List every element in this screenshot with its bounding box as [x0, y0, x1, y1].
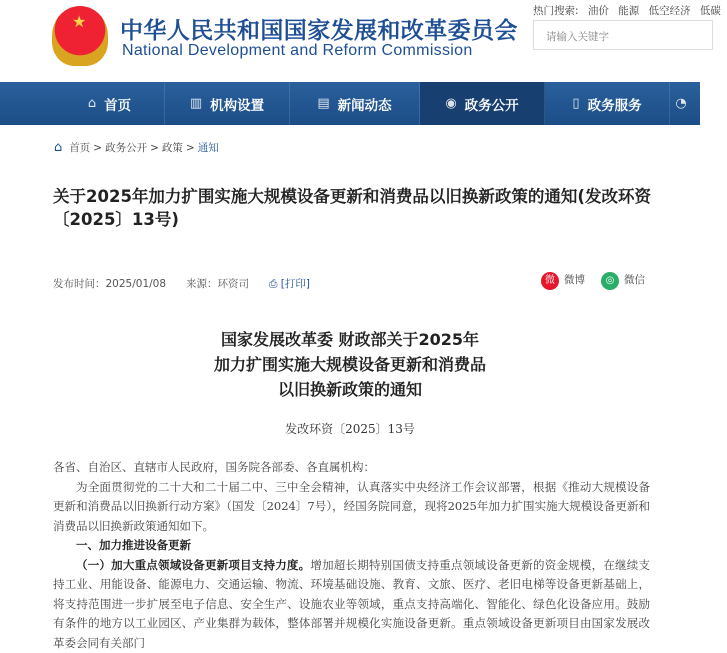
- site-title-en: National Development and Reform Commission: [122, 42, 473, 60]
- breadcrumb-link[interactable]: 政务公开: [105, 140, 147, 155]
- breadcrumb: [54, 140, 219, 155]
- nav-news[interactable]: [290, 82, 420, 125]
- document-body: [53, 458, 650, 653]
- document-title-line: 以旧换新政策的通知: [0, 377, 700, 402]
- share-wechat-button[interactable]: [601, 272, 645, 290]
- article-source: 来源：环资司: [186, 276, 249, 291]
- publish-date: 发布时间：2025/01/08: [53, 276, 166, 291]
- share-label: 微信: [624, 274, 645, 286]
- section-heading: 一、加力推进设备更新: [53, 536, 650, 556]
- intro-paragraph: 为全面贯彻党的二十大和二十届二中、三中全会精神，认真落实中央经济工作会议部署，根据《推动大规模设备更新和消费品以旧换新行动方案》（国发〔2024〕7号），经国务院同意，现将2025年加力扩围实施大规模设备更新和消费品以旧换新政策通知如下。: [53, 478, 650, 537]
- home-icon: ⌂: [88, 96, 96, 111]
- share-bar: [541, 272, 645, 290]
- nav-home[interactable]: [0, 82, 165, 125]
- document-title-line: 国家发展改革委 财政部关于2025年: [0, 327, 700, 352]
- service-icon: ▯: [572, 96, 579, 111]
- salutation: 各省、自治区、直辖市人民政府，国务院各部委、各直属机构：: [53, 458, 650, 478]
- printer-icon: ⎙: [269, 278, 277, 290]
- nav-label: 政务公开: [465, 94, 519, 114]
- print-button[interactable]: [269, 276, 310, 291]
- weibo-icon: 微: [541, 272, 559, 290]
- hot-term[interactable]: 能源: [618, 5, 639, 17]
- nav-label: 首页: [104, 94, 131, 114]
- national-emblem-logo[interactable]: ★: [52, 6, 108, 66]
- hot-search-label: 热门搜索:: [533, 5, 579, 17]
- paragraph-text: 增加超长期特别国债支持重点领域设备更新的资金规模，在继续支持工业、用能设备、能源电力、交通运输、物流、环境基础设施、教育、文旅、医疗、老旧电梯等设备更新基础上，将支持范围进一步扩展至电子信息、安全生产、设施农业等领域，重点支持高端化、智能化、绿色化设备应用。鼓励有条件的地方以工业园区、产业集群为载体，整体部署并规模化实施设备更新。重点领域设备更新项目由国家发展改革委会同有关部门: [53, 558, 650, 650]
- broadcast-icon: ◉: [445, 96, 456, 111]
- article-meta: [53, 276, 310, 291]
- document-title: [0, 327, 700, 402]
- nav-services[interactable]: [545, 82, 670, 125]
- hot-term[interactable]: 低空经济: [649, 5, 691, 17]
- nav-label: 新闻动态: [338, 94, 392, 114]
- share-weibo-button[interactable]: [541, 272, 585, 290]
- breadcrumb-separator: >: [186, 142, 195, 154]
- wechat-icon: ◎: [601, 272, 619, 290]
- nav-gov-affairs[interactable]: [420, 82, 545, 125]
- nav-label: 政务服务: [588, 94, 642, 114]
- hot-term[interactable]: 油价: [588, 5, 609, 17]
- breadcrumb-link[interactable]: 首页: [69, 140, 90, 155]
- breadcrumb-link[interactable]: 政策: [162, 140, 183, 155]
- nav-more[interactable]: [670, 82, 700, 125]
- main-nav: [0, 82, 700, 125]
- nav-label: 机构设置: [210, 94, 264, 114]
- hot-term[interactable]: 低碳: [700, 5, 721, 17]
- breadcrumb-separator: >: [93, 142, 102, 154]
- share-label: 微博: [564, 274, 585, 286]
- hot-search: [533, 3, 727, 18]
- breadcrumb-current[interactable]: 通知: [198, 140, 219, 155]
- site-title-cn[interactable]: 中华人民共和国国家发展和改革委员会: [120, 12, 518, 45]
- news-icon: ▤: [317, 96, 329, 111]
- subsection-heading: （一）加大重点领域设备更新项目支持力度。: [76, 558, 310, 572]
- site-header: [0, 0, 700, 82]
- article-title: 关于2025年加力扩围实施大规模设备更新和消费品以旧换新政策的通知(发改环资〔2025〕13号): [53, 185, 663, 231]
- breadcrumb-separator: >: [150, 142, 159, 154]
- document-number: 发改环资〔2025〕13号: [0, 420, 700, 437]
- chart-icon: ◔: [675, 96, 686, 111]
- nav-institution[interactable]: [165, 82, 290, 125]
- print-label: [打印]: [281, 278, 310, 290]
- paragraph: [53, 556, 650, 653]
- document-title-line: 加力扩围实施大规模设备更新和消费品: [0, 352, 700, 377]
- search-input[interactable]: 请输入关键字: [533, 20, 713, 50]
- institution-icon: ▥: [190, 96, 202, 111]
- home-icon[interactable]: ⌂: [54, 140, 62, 155]
